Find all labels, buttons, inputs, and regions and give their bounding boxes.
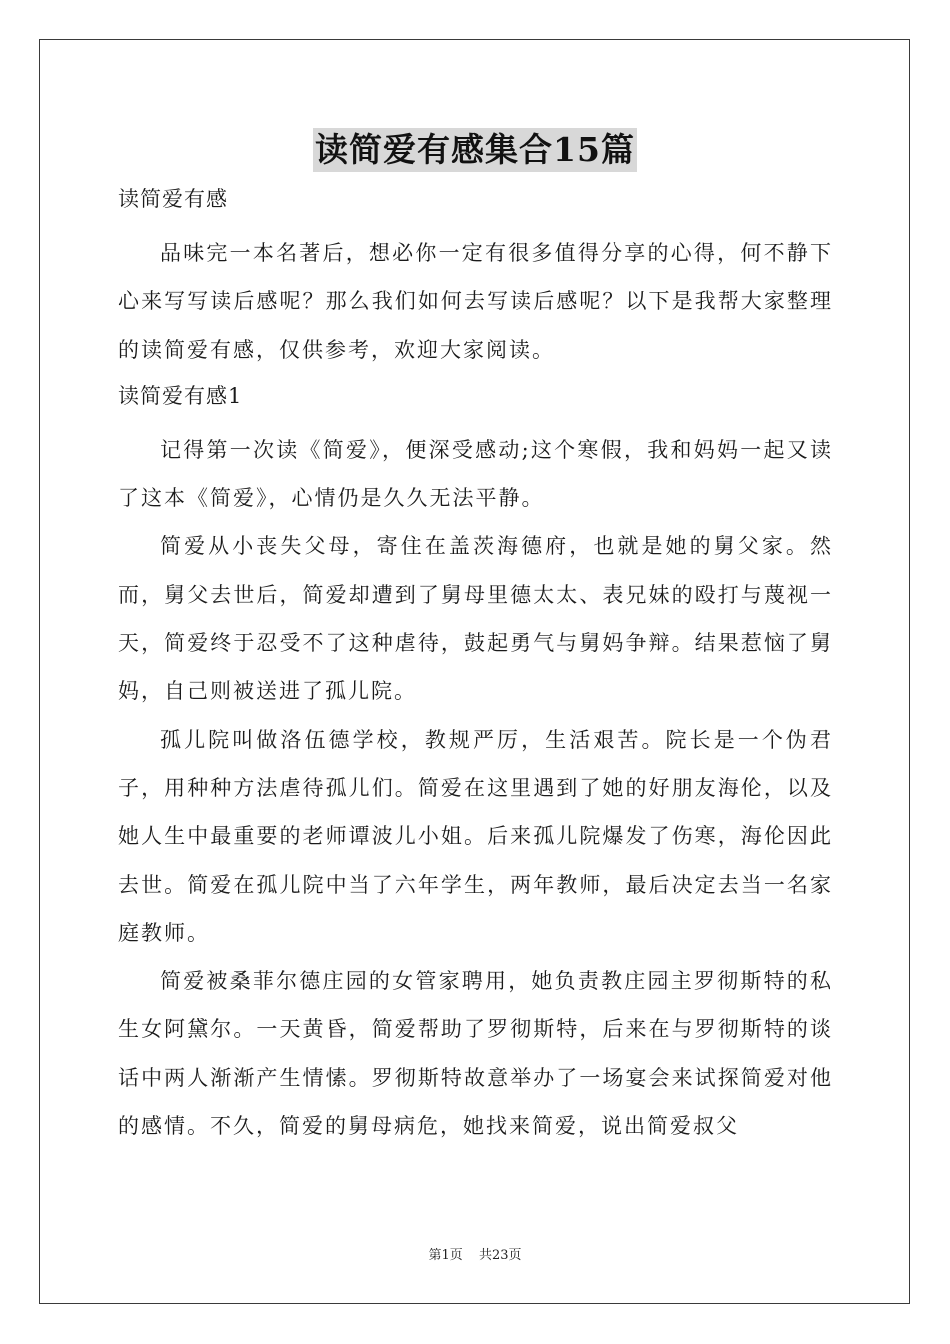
body-paragraph: 孤儿院叫做洛伍德学校，教规严厉，生活艰苦。院长是一个伪君子，用种种方法虐待孤儿们。简爱在这里遇到了她的好朋友海伦，以及她人生中最重要的老师谭波儿小姐。后来孤儿院爆发了伤寒，海伦因此去世。简爱在孤儿院中当了六年学生，两年教师，最后决定去当一名家庭教师。 xyxy=(118,727,833,945)
page-number: 第1页 xyxy=(428,1248,463,1263)
page-total: 共23页 xyxy=(478,1248,522,1263)
essay-heading: 读简爱有感1 xyxy=(118,383,243,408)
document-body xyxy=(118,180,833,1150)
body-paragraph: 记得第一次读《简爱》，便深受感动;这个寒假，我和妈妈一起又读了这本《简爱》，心情仍是久久无法平静。 xyxy=(118,437,833,511)
document-title: 读简爱有感集合15篇 xyxy=(313,128,637,172)
title-container xyxy=(0,128,950,172)
section-heading: 读简爱有感 xyxy=(118,187,228,211)
body-paragraph: 简爱被桑菲尔德庄园的女管家聘用，她负责教庄园主罗彻斯特的私生女阿黛尔。一天黄昏，简爱帮助了罗彻斯特，后来在与罗彻斯特的谈话中两人渐渐产生情愫。罗彻斯特故意举办了一场宴会来试探简爱对他的感情。不久，简爱的舅母病危，她找来简爱，说出简爱叔父 xyxy=(118,969,833,1139)
intro-paragraph: 品味完一本名著后，想必你一定有很多值得分享的心得，何不静下心来写写读后感呢？那么我们如何去写读后感呢？以下是我帮大家整理的读简爱有感，仅供参考，欢迎大家阅读。 xyxy=(118,241,833,362)
page-footer xyxy=(0,1247,950,1265)
body-paragraph: 简爱从小丧失父母，寄住在盖茨海德府，也就是她的舅父家。然而，舅父去世后，简爱却遭到了舅母里德太太、表兄妹的殴打与蔑视一天，简爱终于忍受不了这种虐待，鼓起勇气与舅妈争辩。结果惹恼了舅妈，自己则被送进了孤儿院。 xyxy=(118,534,833,704)
